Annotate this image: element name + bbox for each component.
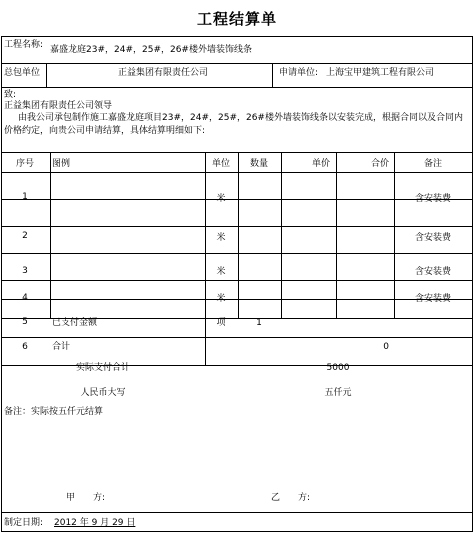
row-unit: 项 bbox=[216, 318, 226, 328]
document-title: 工程结算单 bbox=[196, 10, 277, 28]
project-name-value: 嘉盛龙庭23#，24#，25#，26#楼外墙装饰线条 bbox=[50, 45, 252, 55]
row-no: 5 bbox=[22, 317, 28, 327]
column-header-qty: 数量 bbox=[249, 159, 268, 169]
applicant-value: 上海宝甲建筑工程有限公司 bbox=[326, 68, 435, 78]
row-no: 2 bbox=[22, 231, 28, 241]
row-unit: 米 bbox=[216, 267, 226, 277]
column-header-item: 图例 bbox=[52, 159, 71, 169]
row-no: 3 bbox=[22, 266, 28, 276]
actual-payment-label: 实际支付合计 bbox=[75, 363, 130, 373]
remark: 备注：实际按五仟元结算 bbox=[4, 407, 104, 417]
column-header-unit: 单位 bbox=[211, 159, 230, 169]
row-note: 含安装费 bbox=[414, 233, 451, 243]
row-item: 已支付金额 bbox=[52, 318, 98, 328]
column-header-note: 备注 bbox=[423, 159, 442, 169]
contractor-label: 总包单位 bbox=[4, 68, 41, 78]
project-name-label: 工程名称: bbox=[4, 40, 44, 50]
letter-to-label: 致: bbox=[4, 90, 17, 100]
column-header-no: 序号 bbox=[15, 159, 34, 169]
letter-addressee: 正益集团有限责任公司领导 bbox=[4, 101, 113, 111]
rmb-uppercase-label: 人民币大写 bbox=[80, 388, 126, 398]
row-unit: 米 bbox=[216, 294, 226, 304]
party-b-signature-label: 乙 方: bbox=[271, 493, 311, 503]
row-note: 含安装费 bbox=[414, 194, 451, 204]
contractor-value: 正益集团有限责任公司 bbox=[118, 68, 209, 78]
row-item: 合计 bbox=[52, 342, 71, 352]
party-a-signature-label: 甲 方: bbox=[66, 493, 106, 503]
row-no: 4 bbox=[22, 293, 28, 303]
column-header-total: 合价 bbox=[370, 159, 389, 169]
row-no: 1 bbox=[22, 192, 28, 202]
applicant-label: 申请单位: bbox=[279, 68, 319, 78]
row-qty: 1 bbox=[256, 318, 262, 328]
row-note: 含安装费 bbox=[414, 294, 451, 304]
actual-payment-value: 5000 bbox=[326, 363, 350, 373]
date-label: 制定日期: bbox=[4, 518, 44, 528]
letter-body: 由我公司承包制作施工嘉盛龙庭项目23#，24#，25#，26#楼外墙装饰线条以安装完成，根据合同以及合同内价格约定，向贵公司申请结算，具体结算明细如下: bbox=[4, 113, 463, 136]
column-header-price: 单价 bbox=[311, 159, 330, 169]
row-unit: 米 bbox=[216, 194, 226, 204]
row-note: 含安装费 bbox=[414, 267, 451, 277]
row-unit: 米 bbox=[216, 233, 226, 243]
row-total: 0 bbox=[383, 342, 389, 352]
rmb-uppercase-value: 五仟元 bbox=[324, 388, 352, 398]
row-no: 6 bbox=[22, 342, 28, 352]
date-value: 2012 年 9 月 29 日 bbox=[54, 518, 136, 528]
